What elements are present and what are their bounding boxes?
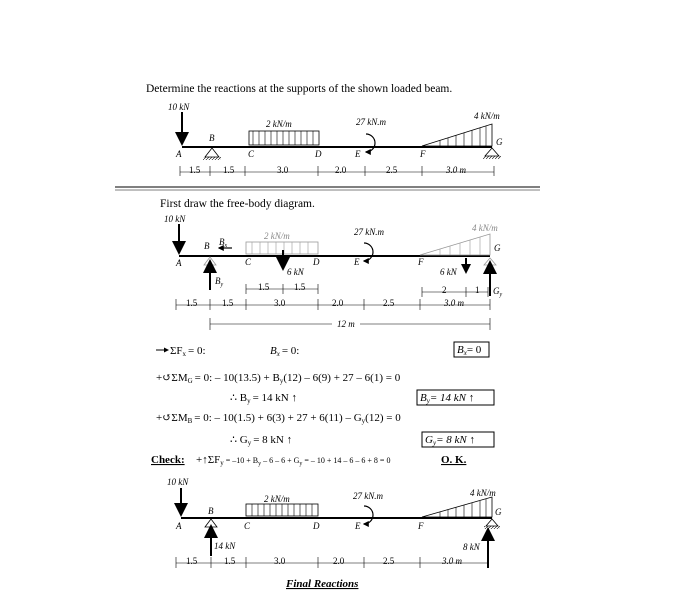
final-label-g: G <box>495 507 502 517</box>
final-reactions-diagram <box>167 477 502 590</box>
dim-ef: 2.5 <box>386 165 398 175</box>
eq1-result: Bx = 0: <box>270 345 300 358</box>
fbd-dim-ab: 1.5 <box>186 298 198 308</box>
final-label-c: C <box>244 521 251 531</box>
fbd-label-b: B <box>204 241 210 251</box>
final-pin-b <box>205 519 217 527</box>
sub-dim-3: 2 <box>442 285 447 295</box>
fbd-point-load-label: 10 kN <box>164 214 186 224</box>
pin-support-b <box>205 148 219 157</box>
label-d: D <box>315 149 322 159</box>
equations <box>151 342 494 467</box>
dim-fg: 3.0 m <box>446 165 466 175</box>
final-gy-label: 8 kN <box>463 542 480 552</box>
label-b: B <box>209 133 215 143</box>
eq1-lhs: ΣFx = 0: <box>170 345 206 358</box>
final-label-f: F <box>418 521 424 531</box>
final-dim-ab: 1.5 <box>186 556 198 566</box>
moment-arrow <box>366 134 375 152</box>
problem-beam-diagram <box>168 102 503 176</box>
fbd-label-g: G <box>494 243 501 253</box>
sub-dim-4: 1 <box>475 285 480 295</box>
gy-label: $G_y$ <box>493 286 503 298</box>
final-label-e: E <box>355 521 361 531</box>
final-moment-arrow <box>364 506 373 524</box>
tri-load-label: 4 kN/m <box>474 111 500 121</box>
udl-label: 2 kN/m <box>266 119 292 129</box>
final-point-load-label: 10 kN <box>167 477 189 487</box>
final-tri-load <box>422 497 492 517</box>
final-udl-label: 2 kN/m <box>264 494 290 504</box>
eq5: ∴ Gy = 8 kN ↑ <box>230 434 293 447</box>
eq2: +↺ΣMG = 0: – 10(13.5) + By(12) – 6(9) + 27 – 6(1) = 0 <box>156 372 401 385</box>
label-c: C <box>248 149 255 159</box>
eq4: +↺ΣMB = 0: – 10(1.5) + 6(3) + 27 + 6(11) – Gy(12) = 0 <box>156 412 401 425</box>
final-label-b: B <box>208 506 214 516</box>
by-label: $B_y$ <box>215 276 224 288</box>
dim-ab: 1.5 <box>189 165 201 175</box>
final-dim-bc: 1.5 <box>224 556 236 566</box>
final-dim-ef: 2.5 <box>383 556 395 566</box>
final-ground-g <box>484 526 500 529</box>
label-g: G <box>496 137 503 147</box>
tri-load <box>422 124 492 146</box>
fbd-dim-ef: 2.5 <box>383 298 395 308</box>
fbd-label-d: D <box>313 257 320 267</box>
fbd-tri-load <box>420 234 490 255</box>
fbd-udl-label: 2 kN/m <box>264 231 290 241</box>
point-load-label: 10 kN <box>168 102 190 112</box>
final-moment-label: 27 kN.m <box>353 491 383 501</box>
fbd-label-c: C <box>245 257 252 267</box>
eq3: ∴ By = 14 kN ↑ <box>230 392 297 405</box>
ground-g <box>483 156 501 159</box>
problem-statement: Determine the reactions at the supports of the shown loaded beam. <box>146 83 453 95</box>
moment-label: 27 kN.m <box>356 117 386 127</box>
sub-dim-2: 1.5 <box>294 282 306 292</box>
dim-de: 2.0 <box>335 165 347 175</box>
fbd-label-a: A <box>176 258 182 268</box>
label-e: E <box>355 149 361 159</box>
final-caption: Final Reactions <box>286 578 359 590</box>
final-label-a: A <box>176 521 182 531</box>
sub-dim-1: 1.5 <box>258 282 270 292</box>
fbd-dim-fg: 3.0 m <box>444 298 464 308</box>
answer-gy: Gy= 8 kN ↑ <box>425 434 475 447</box>
fbd-dim-cd: 3.0 <box>274 298 286 308</box>
fbd-title: First draw the free-body diagram. <box>160 198 315 210</box>
check-ok: O. K. <box>441 454 467 466</box>
final-roller-g <box>486 519 498 526</box>
final-tri-label: 4 kN/m <box>470 488 496 498</box>
fbd-moment-arrow <box>364 243 373 261</box>
dim-cd: 3.0 <box>277 165 289 175</box>
udl-block <box>249 131 319 145</box>
fbd-label-e: E <box>354 257 360 267</box>
fbd-dim-bc: 1.5 <box>222 298 234 308</box>
tri-resultant-label: 6 kN <box>440 267 457 277</box>
fbd-dim-de: 2.0 <box>332 298 344 308</box>
final-by-label: 14 kN <box>214 541 236 551</box>
fbd-diagram <box>164 214 503 330</box>
ground-b <box>203 157 221 160</box>
final-dim-fg: 3.0 m <box>442 556 462 566</box>
fbd-moment-label: 27 kN.m <box>354 227 384 237</box>
fbd-tri-label: 4 kN/m <box>472 223 498 233</box>
final-label-d: D <box>313 521 320 531</box>
check-equation: +↑ΣFy = –10 + By – 6 – 6 + Gy = – 10 + 14 – 6 – 6 + 8 = 0 <box>196 454 391 467</box>
label-f: F <box>420 149 426 159</box>
answer-bx: Bx= 0 <box>457 344 482 357</box>
answer-by: By= 14 kN ↑ <box>420 392 475 405</box>
label-a: A <box>176 149 182 159</box>
final-dim-de: 2.0 <box>333 556 345 566</box>
total-span: 12 m <box>337 319 355 329</box>
udl-resultant-label: 6 kN <box>287 267 304 277</box>
roller-support-g <box>485 148 499 156</box>
dim-bc: 1.5 <box>223 165 235 175</box>
fbd-label-f: F <box>418 257 424 267</box>
check-label: Check: <box>151 454 185 466</box>
bx-label: $B_x$ <box>219 237 228 249</box>
final-dim-cd: 3.0 <box>274 556 286 566</box>
